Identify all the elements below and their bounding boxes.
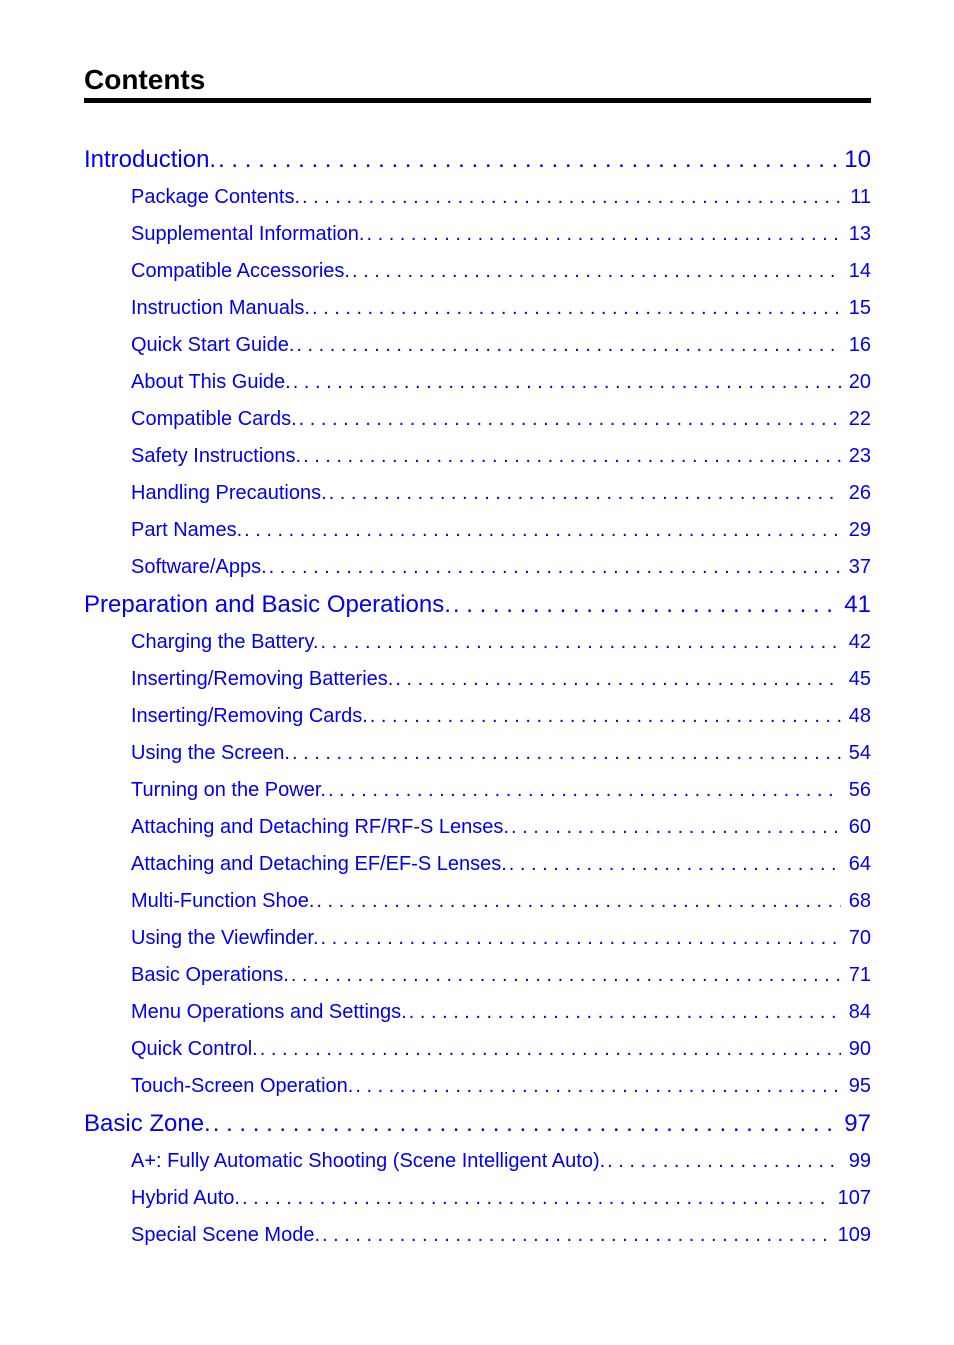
toc-page-number: 70 [848, 927, 871, 949]
toc-entry-label: Preparation and Basic Operations. [84, 591, 451, 618]
toc-entry-label: Safety Instructions. [131, 445, 302, 467]
toc-entry-label: Attaching and Detaching EF/EF-S Lenses. [131, 853, 507, 875]
toc-dot-leader [366, 216, 841, 253]
toc-section-link[interactable] [84, 698, 871, 735]
toc-entry-label: Using the Screen. [131, 742, 290, 764]
toc-section-link[interactable] [84, 994, 871, 1031]
toc-entry-label: Quick Start Guide. [131, 334, 295, 356]
toc-entry-label: Basic Operations. [131, 964, 289, 986]
toc-page-number: 109 [837, 1224, 871, 1246]
toc-dot-leader [316, 883, 841, 920]
toc-dot-leader [293, 364, 841, 401]
toc-entry-label: Inserting/Removing Batteries. [131, 668, 394, 690]
toc-page-number: 16 [848, 334, 871, 356]
toc-section-link[interactable] [84, 957, 871, 994]
toc-dot-leader [312, 290, 841, 327]
toc-section-link[interactable] [84, 735, 871, 772]
toc-section-link[interactable] [84, 883, 871, 920]
toc-entry-label: Package Contents. [131, 186, 300, 208]
toc-section-link[interactable] [84, 1180, 871, 1217]
toc-dot-leader [329, 475, 841, 512]
toc-section-link[interactable] [84, 327, 871, 364]
toc-dot-leader [218, 141, 838, 179]
toc-entry-label: Inserting/Removing Cards. [131, 705, 368, 727]
toc-entry-label: Touch-Screen Operation. [131, 1075, 354, 1097]
toc-section-link[interactable] [84, 179, 871, 216]
toc-entry-label: Basic Zone. [84, 1110, 211, 1137]
toc-page-number: 45 [848, 668, 871, 690]
toc-entry-label: Menu Operations and Settings. [131, 1001, 407, 1023]
toc-section-link[interactable] [84, 772, 871, 809]
toc-dot-leader [328, 772, 841, 809]
toc-page-number: 42 [848, 631, 871, 653]
toc-section-link[interactable] [84, 364, 871, 401]
toc-dot-leader [409, 994, 841, 1031]
toc-section-link[interactable] [84, 1068, 871, 1105]
toc-page-number: 60 [848, 816, 871, 838]
toc-dot-leader [296, 327, 841, 364]
toc-dot-leader [607, 1143, 841, 1180]
toc-entry-label: Using the Viewfinder. [131, 927, 319, 949]
toc-dot-leader [242, 1180, 832, 1217]
toc-dot-leader [213, 1105, 839, 1143]
toc-dot-leader [303, 438, 841, 475]
toc-entry-label: A+: Fully Automatic Shooting (Scene Intelligent Auto). [131, 1150, 606, 1172]
toc-dot-leader [244, 512, 841, 549]
toc-entry-label: Handling Precautions. [131, 482, 327, 504]
toc-section-link[interactable] [84, 846, 871, 883]
toc-entry-label: Hybrid Auto. [131, 1187, 240, 1209]
toc-entry-label: Supplemental Information. [131, 223, 365, 245]
toc-page-number: 26 [848, 482, 871, 504]
toc-entry-label: Software/Apps. [131, 556, 267, 578]
toc-page-number: 95 [848, 1075, 871, 1097]
toc-page-number: 20 [848, 371, 871, 393]
toc-section-link[interactable] [84, 920, 871, 957]
toc-chapter-link[interactable] [84, 141, 871, 179]
toc-page-number: 54 [848, 742, 871, 764]
toc-dot-leader [511, 809, 841, 846]
toc-page-number: 10 [844, 146, 871, 173]
toc-entry-label: Introduction. [84, 146, 217, 173]
toc-dot-leader [321, 920, 841, 957]
toc-page-number: 56 [848, 779, 871, 801]
table-of-contents [84, 141, 871, 1254]
toc-section-link[interactable] [84, 661, 871, 698]
toc-page-number: 22 [848, 408, 871, 430]
toc-page-number: 99 [848, 1150, 871, 1172]
toc-entry-label: Quick Control. [131, 1038, 258, 1060]
toc-page-number: 90 [848, 1038, 871, 1060]
toc-section-link[interactable] [84, 475, 871, 512]
toc-dot-leader [322, 1217, 832, 1254]
toc-section-link[interactable] [84, 290, 871, 327]
toc-page-number: 68 [848, 890, 871, 912]
toc-section-link[interactable] [84, 512, 871, 549]
toc-section-link[interactable] [84, 624, 871, 661]
toc-page-number: 15 [848, 297, 871, 319]
toc-page-number: 14 [848, 260, 871, 282]
toc-section-link[interactable] [84, 1143, 871, 1180]
toc-dot-leader [291, 957, 841, 994]
toc-page-number: 13 [848, 223, 871, 245]
toc-page-number: 71 [848, 964, 871, 986]
toc-entry-label: Compatible Accessories. [131, 260, 350, 282]
toc-page-number: 41 [844, 591, 871, 618]
toc-section-link[interactable] [84, 216, 871, 253]
toc-entry-label: Turning on the Power. [131, 779, 326, 801]
title-rule [84, 98, 871, 103]
toc-dot-leader [269, 549, 841, 586]
toc-page-number: 64 [848, 853, 871, 875]
toc-entry-label: About This Guide. [131, 371, 291, 393]
toc-dot-leader [321, 624, 841, 661]
toc-dot-leader [509, 846, 841, 883]
toc-section-link[interactable] [84, 549, 871, 586]
toc-chapter-link[interactable] [84, 1105, 871, 1143]
toc-dot-leader [352, 253, 841, 290]
toc-section-link[interactable] [84, 809, 871, 846]
toc-dot-leader [355, 1068, 841, 1105]
toc-section-link[interactable] [84, 1031, 871, 1068]
toc-page-number: 48 [848, 705, 871, 727]
toc-entry-label: Special Scene Mode. [131, 1224, 321, 1246]
toc-page-number: 23 [848, 445, 871, 467]
toc-dot-leader [370, 698, 841, 735]
toc-section-link[interactable] [84, 1217, 871, 1254]
toc-page-number: 107 [837, 1187, 871, 1209]
toc-page-number: 29 [848, 519, 871, 541]
toc-dot-leader [302, 179, 841, 216]
toc-page-number: 37 [848, 556, 871, 578]
toc-entry-label: Instruction Manuals. [131, 297, 310, 319]
page-title: Contents [84, 64, 206, 95]
toc-section-link[interactable] [84, 438, 871, 475]
toc-entry-label: Attaching and Detaching RF/RF-S Lenses. [131, 816, 509, 838]
toc-page-number: 11 [850, 186, 871, 208]
toc-dot-leader [299, 401, 841, 438]
toc-dot-leader [260, 1031, 841, 1068]
toc-entry-label: Part Names. [131, 519, 243, 541]
toc-page-number: 84 [848, 1001, 871, 1023]
toc-dot-leader [453, 586, 838, 624]
toc-entry-label: Multi-Function Shoe. [131, 890, 315, 912]
toc-dot-leader [395, 661, 841, 698]
toc-chapter-link[interactable] [84, 586, 871, 624]
toc-dot-leader [292, 735, 841, 772]
toc-section-link[interactable] [84, 253, 871, 290]
toc-entry-label: Charging the Battery. [131, 631, 319, 653]
toc-entry-label: Compatible Cards. [131, 408, 297, 430]
toc-section-link[interactable] [84, 401, 871, 438]
toc-page-number: 97 [844, 1110, 871, 1137]
